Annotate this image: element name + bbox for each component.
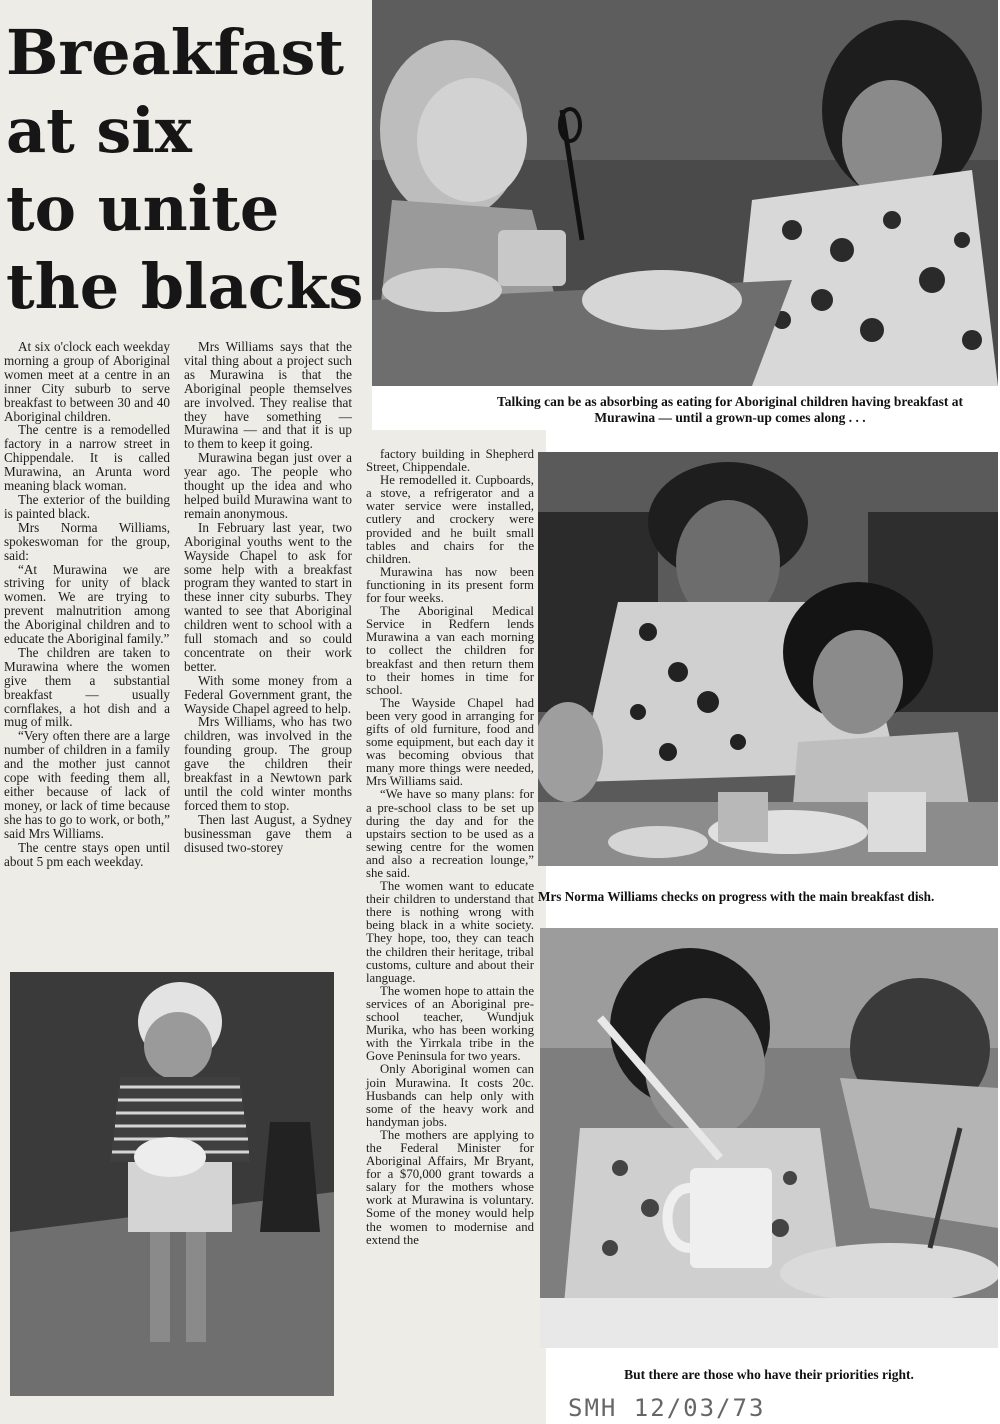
headline: [6, 14, 366, 326]
headline-line-1: Breakfast: [6, 16, 345, 89]
headline-line-2: at six: [6, 94, 192, 167]
article-column-2: [184, 340, 352, 855]
paragraph: At six o'clock each weekday morning a group of Aboriginal women meet at a centre in an inner City suburb to serve breakfast to between 30 and 40 Aboriginal children.: [4, 339, 170, 424]
paragraph: Murawina has now been functioning in its present form for four weeks.: [366, 564, 534, 606]
paragraph: Murawina began just over a year ago. The people who thought up the idea and who helped build Murawina want to remain anonymous.: [184, 450, 352, 521]
paragraph: The women want to educate their children to understand that there is nothing wrong with being black in a white society. They hope, too, they can teach the children their heritage, tribal customs, culture and about their language.: [366, 879, 534, 985]
article-column-3: [366, 448, 534, 1247]
photo-children-eating: [372, 0, 998, 386]
paragraph: In February last year, two Aboriginal youths went to the Wayside Chapel to ask for some help with a breakfast program they wanted to start in these inner city suburbs. They wanted to see that Aboriginal children went to school with a full stomach and so could concentrate on their work better.: [184, 519, 352, 674]
headline-line-4: the blacks: [6, 250, 364, 323]
paragraph: The Wayside Chapel had been very good in arranging for gifts of old furniture, food and some equipment, but each day it was becoming obvious that many more things were needed, Mrs Williams said.: [366, 695, 534, 789]
paragraph: The centre is a remodelled factory in a narrow street in Chippendale. It is called Murawina, an Arunta word meaning black woman.: [4, 422, 170, 494]
paragraph: The children are taken to Murawina where the women give them a substantial breakfast — usually cornflakes, a hot dish and a mug of milk.: [4, 644, 170, 730]
paragraph: The mothers are applying to the Federal Minister for Aboriginal Affairs, Mr Bryant, for a $70,000 grant towards a salary for the mothers whose work at Murawina is voluntary. Some of the money would help the women to modernise and extend the: [366, 1127, 534, 1247]
paragraph: The exterior of the building is painted black.: [4, 491, 170, 521]
paragraph: Mrs Norma Williams, spokeswoman for the group, said:: [4, 519, 170, 563]
paragraph: Only Aboriginal women can join Murawina. It costs 20c. Husbands can help only with some of the heavy work and handyman jobs.: [366, 1062, 534, 1129]
caption-photo-2: Mrs Norma Williams checks on progress with the main breakfast dish.: [538, 889, 935, 904]
paragraph: The women hope to attain the services of an Aboriginal pre-school teacher, Wundjuk Murika, who has been working with the Yirrkala tribe in the Gove Peninsula for two years.: [366, 983, 534, 1064]
paragraph: “Very often there are a large number of children in a family and the mother just cannot cope with feeding them all, either because of lack of money, or lack of time because she has to go to work, or both,” said Mrs Williams.: [4, 728, 170, 841]
photo-boy-with-bowl: [10, 972, 334, 1396]
paragraph: “At Murawina we are striving for unity of black women. We are trying to prevent malnutrition among the Aboriginal children and to educate the Aboriginal family.”: [4, 561, 170, 647]
photo-girl-eating: [540, 928, 998, 1348]
paragraph: Mrs Williams, who has two children, was involved in the founding group. The group gave the children their breakfast in a Newtown park until the cold winter months forced them to stop.: [184, 714, 352, 813]
paragraph: The Aboriginal Medical Service in Redfern lends Murawina a van each morning to collect the children for breakfast and then return them to their homes in time for school.: [366, 604, 534, 697]
paragraph: Then last August, a Sydney businessman gave them a disused two-storey: [184, 811, 352, 855]
paragraph: The centre stays open until about 5 pm each weekday.: [4, 839, 170, 869]
paragraph: factory building in Shepherd Street, Chippendale.: [366, 447, 534, 475]
paragraph: He remodelled it. Cupboards, a stove, a refrigerator and a water service were installed, cutlery and crockery were provided and he built small tables and chairs for the children.: [366, 473, 534, 566]
caption-photo-4: But there are those who have their priorities right.: [624, 1367, 914, 1382]
paragraph: With some money from a Federal Government grant, the Wayside Chapel agreed to help.: [184, 672, 352, 716]
photo-norma-williams: [538, 452, 998, 866]
headline-line-3: to unite: [6, 172, 280, 245]
paragraph: “We have so many plans: for a pre-school class to be set up during the day and for the upstairs section to be used as a sewing centre for the women and also a recreation lounge,” she said.: [366, 787, 534, 880]
article-column-1: [4, 340, 170, 868]
handwritten-date-note: SMH 12/03/73: [568, 1394, 766, 1422]
caption-photo-1: Talking can be as absorbing as eating for Aboriginal children having breakfast at Murawina — until a grown-up comes along . . .: [496, 394, 964, 425]
paragraph: Mrs Williams says that the vital thing about a project such as Murawina is that the Aboriginal people themselves are involved. They realise that they have something — Murawina — and that it is up to them to keep it going.: [184, 339, 352, 452]
